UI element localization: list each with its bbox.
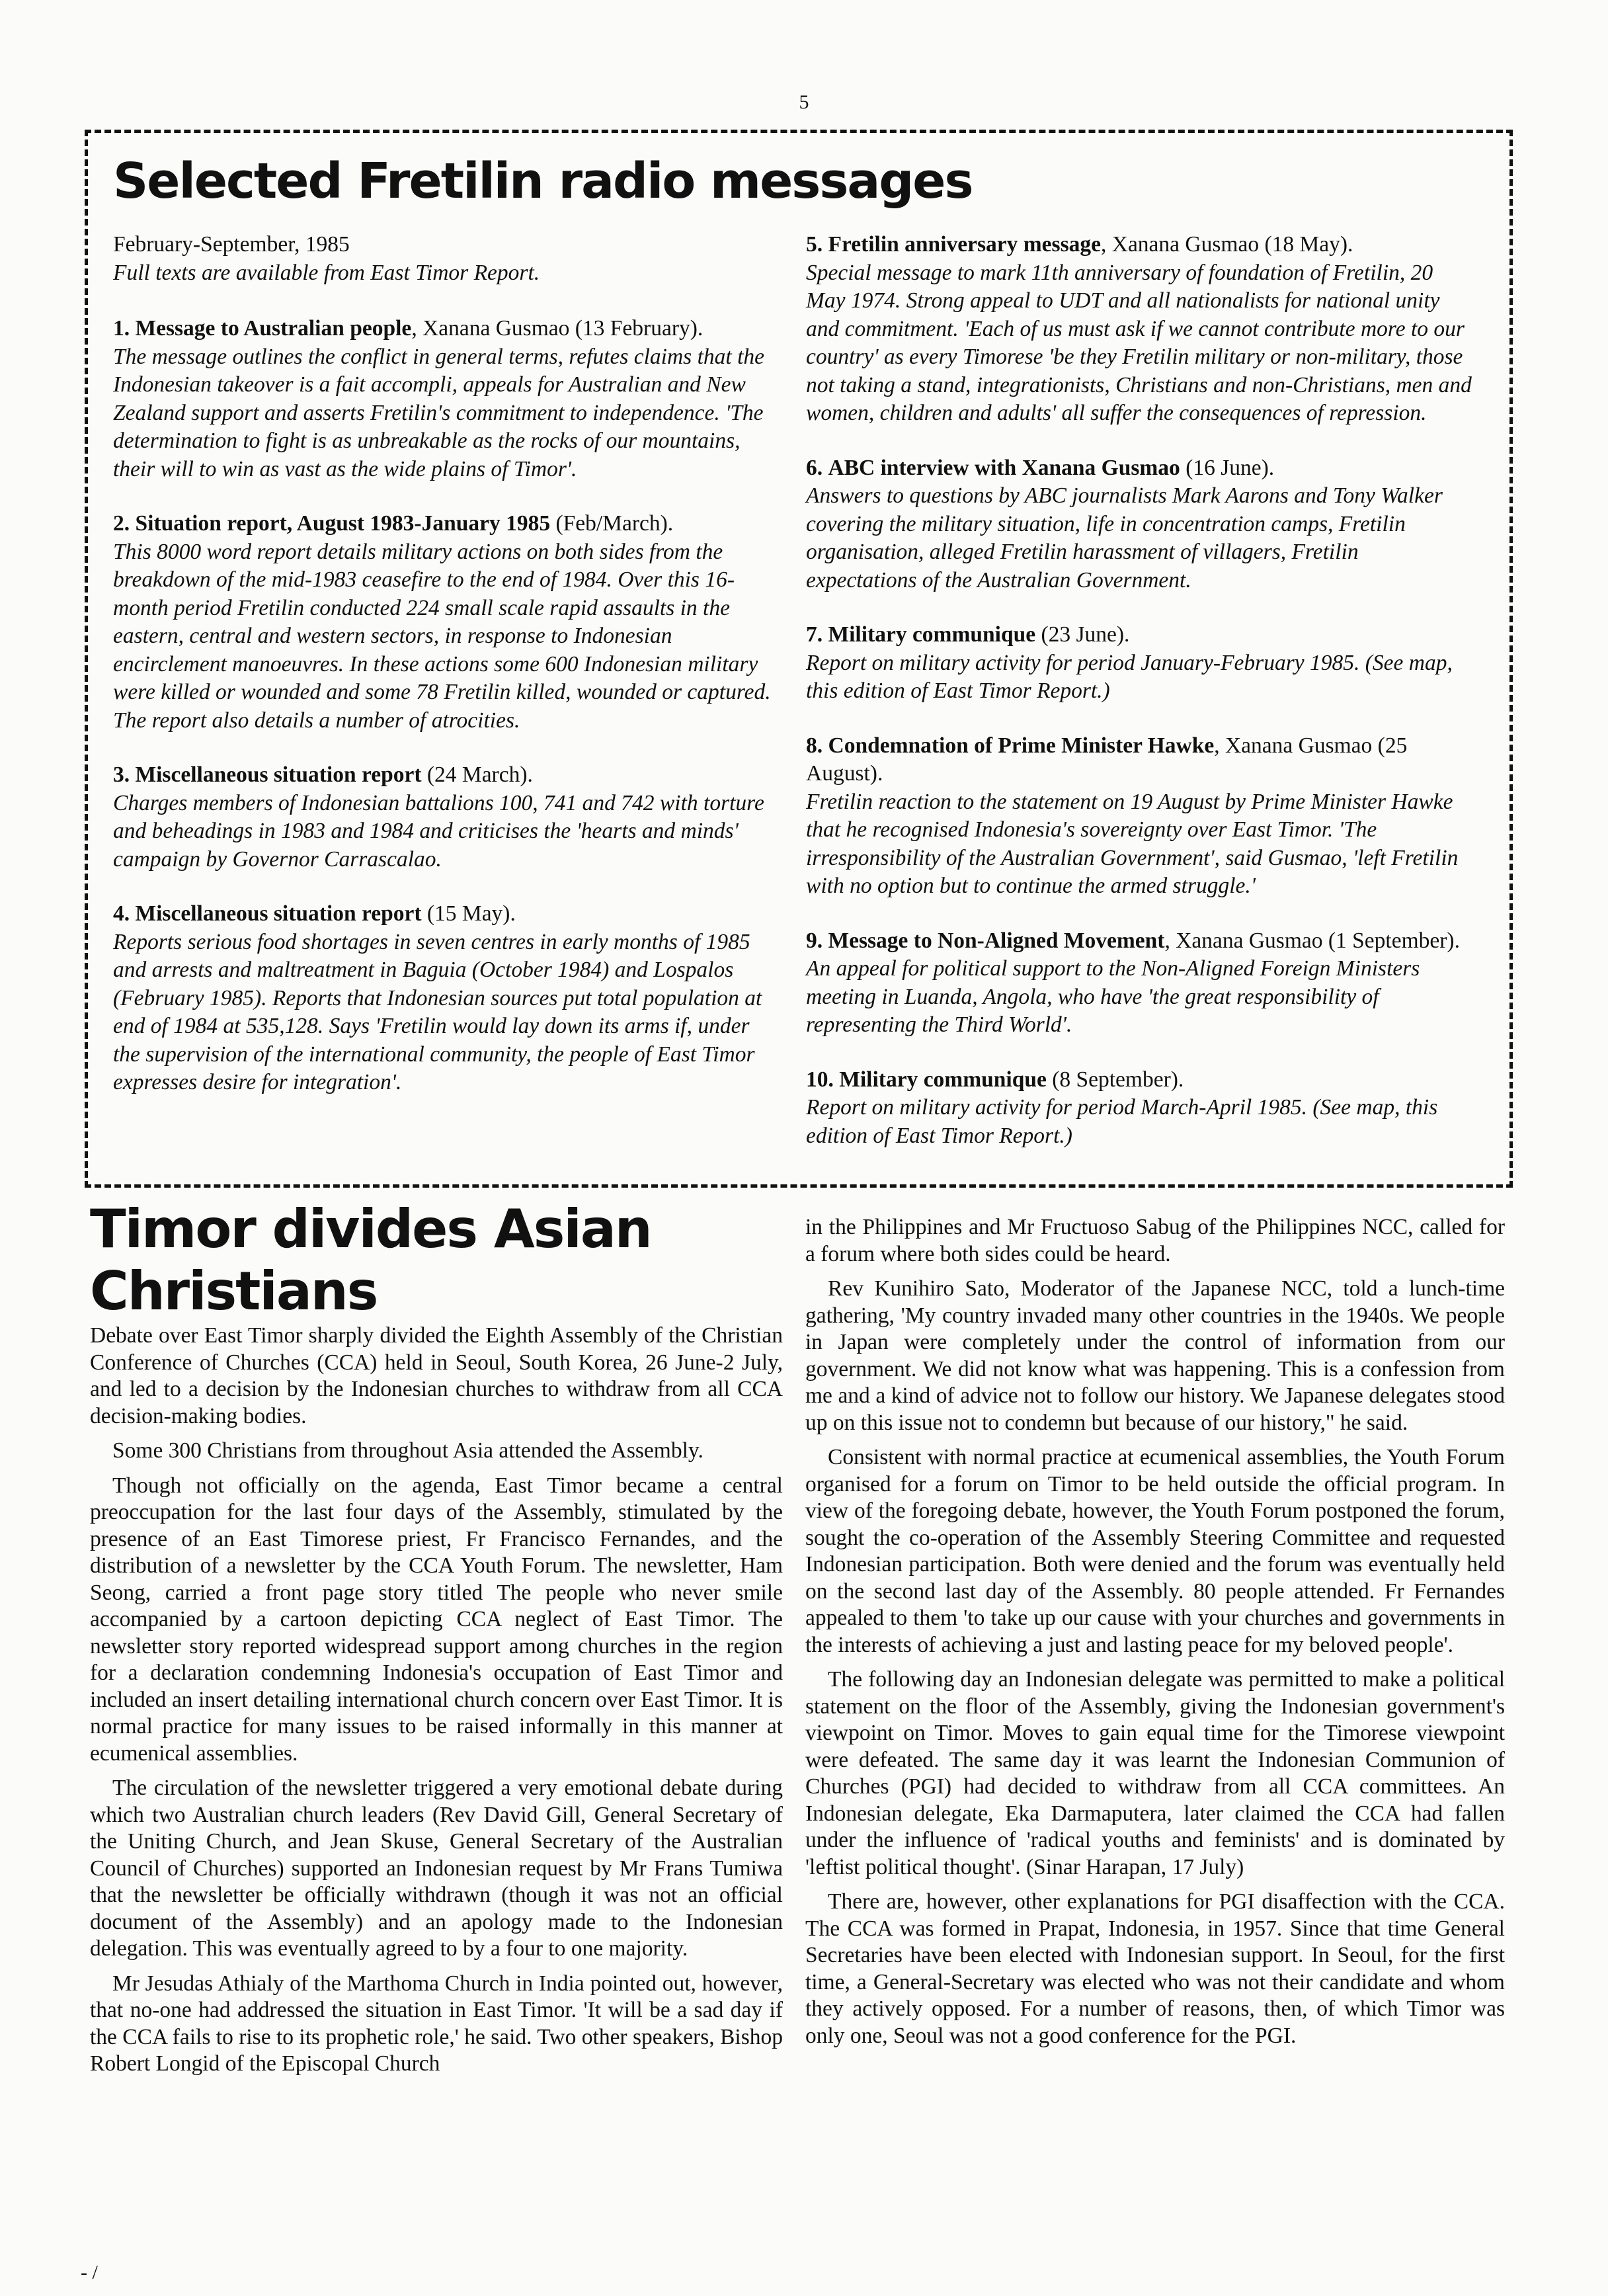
message-description: Fretilin reaction to the statement on 19 August by Prime Minister Hawke that he recognised Indonesia's sovereignty over East Timor. 'The irresponsibility of the Australian Government', said Gusmao, 'left Fretilin with no option but to continue the armed struggle.': [806, 789, 1459, 898]
article-title: Timor divides Asian Christians: [90, 1198, 651, 1322]
message-meta: , Xanana Gusmao (13 February).: [411, 316, 704, 341]
message-entry-5: [806, 231, 1474, 428]
message-entry-10: [806, 1066, 1474, 1151]
message-meta: (24 March).: [421, 762, 533, 787]
article-paragraph: There are, however, other explanations for PGI disaffection with the CCA. The CCA was formed in Prapat, Indonesia, in 1957. Since that time General Secretaries have been elected with Indonesian support. In Seoul, for the first time, a General-Secretary was elected who was not their candidate and whom they actively opposed. For a number of reasons, then, of which Timor was only one, Seoul was not a good conference for the PGI.: [805, 1889, 1505, 2048]
page-number: 5: [799, 91, 809, 113]
message-title: Condemnation of Prime Minister Hawke: [828, 733, 1215, 758]
message-number: 10.: [806, 1067, 834, 1092]
article-paragraph: in the Philippines and Mr Fructuoso Sabug of the Philippines NCC, called for a forum where both sides could be heard.: [805, 1215, 1505, 1266]
footer-mark: - /: [81, 2262, 98, 2283]
message-number: 3.: [113, 762, 130, 787]
message-title: Miscellaneous situation report: [135, 762, 422, 787]
article-paragraph: Rev Kunihiro Sato, Moderator of the Japanese NCC, told a lunch-time gathering, 'My country invaded many other countries in the 1940s. We people in Japan were completely under the control of information from our government. We did not know what was happening. This is a confession from me and a kind of advice not to follow our history. We Japanese delegates stood up on this issue not to condemn but because of our history," he said.: [805, 1276, 1505, 1435]
message-title: Situation report, August 1983-January 1985: [135, 511, 551, 536]
box-right-column: [806, 231, 1474, 1176]
message-number: 5.: [806, 232, 823, 257]
radio-messages-box: [85, 130, 1513, 1188]
message-entry-2: [113, 510, 778, 735]
message-title: Message to Australian people: [135, 316, 412, 341]
date-range: February-September, 1985: [113, 232, 350, 257]
message-title: Miscellaneous situation report: [135, 901, 422, 926]
message-entry-6: [806, 454, 1474, 595]
article-left-column: [90, 1323, 783, 2086]
message-number: 1.: [113, 316, 130, 341]
message-description: The message outlines the conflict in general terms, refutes claims that the Indonesian takeover is a fait accompli, appeals for Australian and New Zealand support and asserts Fretilin's commitment to independence. 'The determination to fight is as unbreakable as the rocks of our mountains, their will to win as vast as the wide plains of Timor'.: [113, 344, 764, 481]
message-meta: , Xanana Gusmao (1 September).: [1164, 928, 1460, 953]
article-right-column: [805, 1214, 1505, 2057]
message-meta: , Xanana Gusmao (25 August).: [806, 733, 1408, 786]
message-description: Report on military activity for period March-April 1985. (See map, this edition of East Timor Report.): [806, 1095, 1438, 1148]
article-paragraph: The following day an Indonesian delegate was permitted to make a political statement on the floor of the Assembly, giving the Indonesian government's viewpoint on Timor. Moves to gain equal time for the Timorese viewpoint were defeated. The same day it was learnt the Indonesian Communion of Churches (PGI) had decided to withdraw from all CCA committees. An Indonesian delegate, Eka Darmaputera, later claimed the CCA had fallen under the influence of 'radical youths and feminists' and is dominated by 'leftist political thought'. (Sinar Harapan, 17 July): [805, 1667, 1505, 1879]
box-intro: [113, 231, 778, 287]
message-entry-4: [113, 900, 778, 1097]
message-title: Fretilin anniversary message: [828, 232, 1101, 257]
message-description: Answers to questions by ABC journalists Mark Aarons and Tony Walker covering the military situation, life in concentration camps, Fretilin organisation, alleged Fretilin harassment of villagers, Fretilin expectations of the Australian Government.: [806, 483, 1443, 593]
message-meta: (23 June).: [1035, 622, 1130, 647]
message-description: Charges members of Indonesian battalions 100, 741 and 742 with torture and beheadings in 1983 and 1984 and criticises the 'hearts and minds' campaign by Governor Carrascalao.: [113, 790, 764, 872]
message-meta: (15 May).: [421, 901, 516, 926]
article-paragraph: The circulation of the newsletter triggered a very emotional debate during which two Australian church leaders (Rev David Gill, General Secretary of the Uniting Church, and Jean Skuse, General Secretary of the Australian Council of Churches) supported an Indonesian request by Mr Frans Tumiwa that the newsletter be officially withdrawn (though it was not an official document of the Assembly) and an apology made to the Indonesian delegation. This was eventually agreed to by a four to one majority.: [90, 1776, 783, 1961]
article-paragraph: Debate over East Timor sharply divided the Eighth Assembly of the Christian Conference of Churches (CCA) held in Seoul, South Korea, 26 June-2 July, and led to a decision by the Indonesian churches to withdraw from all CCA decision-making bodies.: [90, 1323, 783, 1428]
article-paragraph: Though not officially on the agenda, East Timor became a central preoccupation for the last four days of the Assembly, stimulated by the presence of an East Timorese priest, Fr Francisco Fernandes, and the distribution of a newsletter by the CCA Youth Forum. The newsletter, Ham Seong, carried a front page story titled The people who never smile accompanied by a cartoon depicting CCA neglect of East Timor. The newsletter story reported widespread support among churches in the region for a declaration condemning Indonesia's occupation of East Timor and included an insert detailing international church concern over East Timor. It is normal practice for many issues to be raised informally in this manner at ecumenical assemblies.: [90, 1473, 783, 1766]
message-entry-1: [113, 315, 778, 483]
message-title: Military communique: [839, 1067, 1047, 1092]
message-description: Report on military activity for period January-February 1985. (See map, this edition of East Timor Report.): [806, 650, 1453, 703]
message-title: Message to Non-Aligned Movement: [828, 928, 1165, 953]
message-entry-8: [806, 732, 1474, 901]
box-title: Selected Fretilin radio messages: [113, 153, 973, 210]
article-paragraph: Mr Jesudas Athialy of the Marthoma Church in India pointed out, however, that no-one had addressed the situation in East Timor. 'It will be a sad day if the CCA fails to rise to its prophetic role,' he said. Two other speakers, Bishop Robert Longid of the Episcopal Church: [90, 1971, 783, 2076]
message-entry-3: [113, 761, 778, 874]
article-paragraph: Some 300 Christians from throughout Asia attended the Assembly.: [112, 1438, 704, 1463]
message-meta: (8 September).: [1046, 1067, 1184, 1092]
message-description: Reports serious food shortages in seven centres in early months of 1985 and arrests and maltreatment in Baguia (October 1984) and Lospalos (February 1985). Reports that Indonesian sources put total population at end of 1984 at 535,128. Says 'Fretilin would lay down its arms if, under the supervision of the international community, the people of East Timor expresses desire for integration'.: [113, 929, 762, 1094]
message-entry-9: [806, 927, 1474, 1040]
availability-note: Full texts are available from East Timor Report.: [113, 260, 540, 285]
message-number: 4.: [113, 901, 130, 926]
message-number: 8.: [806, 733, 823, 758]
box-left-column: [113, 231, 778, 1124]
message-number: 9.: [806, 928, 823, 953]
message-meta: , Xanana Gusmao (18 May).: [1101, 232, 1353, 257]
message-description: This 8000 word report details military actions on both sides from the breakdown of the mid-1983 ceasefire to the end of 1984. Over this 16-month period Fretilin conducted 224 small scale rapid assaults in the eastern, central and western sectors, in response to Indonesian encirclement manoeuvres. In these actions some 600 Indonesian military were killed or wounded and some 78 Fretilin killed, wounded or captured. The report also details a number of atrocities.: [113, 539, 771, 733]
message-number: 6.: [806, 455, 823, 480]
message-entry-7: [806, 621, 1474, 706]
message-number: 2.: [113, 511, 130, 536]
message-description: An appeal for political support to the Non-Aligned Foreign Ministers meeting in Luanda, Angola, who have 'the great responsibility of representing the Third World'.: [806, 956, 1420, 1037]
message-number: 7.: [806, 622, 823, 647]
message-title: ABC interview with Xanana Gusmao: [828, 455, 1180, 480]
message-title: Military communique: [828, 622, 1036, 647]
message-meta: (Feb/March).: [550, 511, 674, 536]
article-paragraph: Consistent with normal practice at ecumenical assemblies, the Youth Forum organised for a forum on Timor to be held outside the official program. In view of the foregoing debate, however, the Youth Forum postponed the forum, sought the co-operation of the Assembly Steering Committee and requested Indonesian participation. Both were denied and the forum was eventually held on the second last day of the Assembly. 80 people attended. Fr Fernandes appealed to them 'to take up our cause with your churches and governments in the interests of achieving a just and lasting peace for my beloved people'.: [805, 1445, 1505, 1657]
message-meta: (16 June).: [1180, 455, 1275, 480]
message-description: Special message to mark 11th anniversary of foundation of Fretilin, 20 May 1974. Strong appeal to UDT and all nationalists for national unity and commitment. 'Each of us must ask if we cannot contribute more to our country' as every Timorese 'be they Fretilin military or non-military, those not taking a stand, integrationists, Christians and non-Christians, men and women, children and adults' all suffer the consequences of repression.: [806, 260, 1472, 425]
